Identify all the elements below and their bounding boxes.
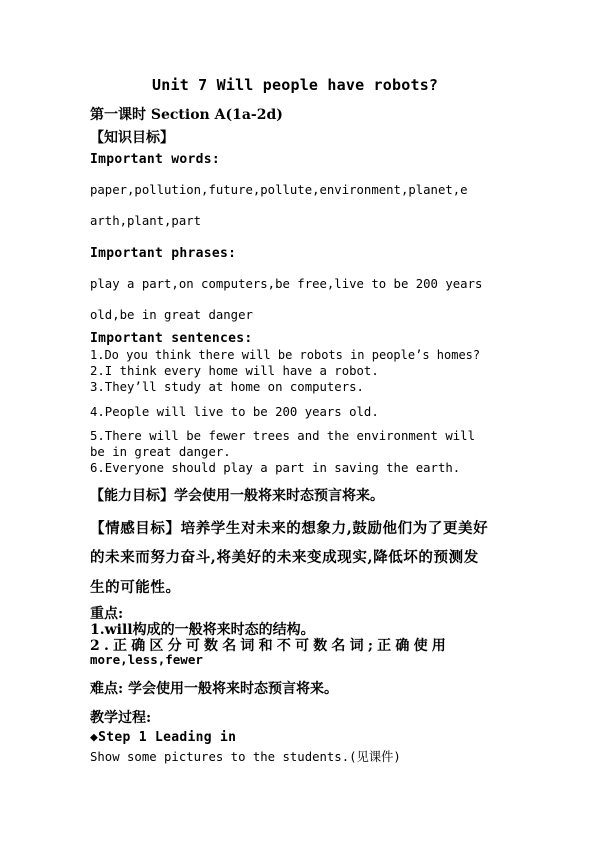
key-points-heading: 重点: bbox=[90, 606, 124, 622]
ability-goal: 【能力目标】学会使用一般将来时态预言将来。 bbox=[90, 488, 384, 504]
phrases-line: old,be in great danger bbox=[90, 308, 253, 322]
sentence-item: 4.People will live to be 200 years old. bbox=[90, 405, 379, 419]
lesson-heading: 第一课时 Section A(1a-2d) bbox=[90, 107, 283, 123]
sentence-item: 6.Everyone should play a part in saving the earth. bbox=[90, 461, 461, 475]
emotion-goal-line: 的未来而努力奋斗,将美好的未来变成现实,降低坏的预测发 bbox=[90, 549, 479, 566]
words-line: paper,pollution,future,pollute,environment,planet,e bbox=[90, 183, 468, 197]
sentence-item: be in great danger. bbox=[90, 445, 231, 459]
step-1-heading: ◆Step 1 Leading in bbox=[90, 730, 237, 745]
words-heading: Important words: bbox=[90, 152, 221, 167]
sentences-heading: Important sentences: bbox=[90, 331, 253, 346]
difficulty-point: 难点: 学会使用一般将来时态预言将来。 bbox=[90, 681, 339, 697]
sentence-item: 3.They’ll study at home on computers. bbox=[90, 380, 364, 394]
sentence-item: 2.I think every home will have a robot. bbox=[90, 364, 379, 378]
key-point-continued: more,less,fewer bbox=[90, 652, 203, 667]
phrases-line: play a part,on computers,be free,live to be 200 years bbox=[90, 277, 483, 291]
sentence-item: 5.There will be fewer trees and the environment will bbox=[90, 429, 475, 443]
sentence-item: 1.Do you think there will be robots in people’s homes? bbox=[90, 348, 481, 362]
words-line: arth,plant,part bbox=[90, 214, 202, 228]
process-heading: 教学过程: bbox=[90, 710, 152, 726]
unit-title: Unit 7 Will people have robots? bbox=[152, 76, 439, 94]
step-1-text: Show some pictures to the students.(见课件) bbox=[90, 750, 401, 764]
knowledge-goal-heading: 【知识目标】 bbox=[90, 130, 174, 146]
emotion-goal-line: 【情感目标】培养学生对未来的想象力,鼓励他们为了更美好 bbox=[90, 520, 489, 537]
emotion-goal-line: 生的可能性。 bbox=[90, 579, 181, 596]
key-point: 2.正确区分可数名词和不可数名词;正确使用 bbox=[90, 638, 450, 654]
phrases-heading: Important phrases: bbox=[90, 246, 237, 261]
key-point: 1.will构成的一般将来时态的结构。 bbox=[90, 622, 315, 638]
